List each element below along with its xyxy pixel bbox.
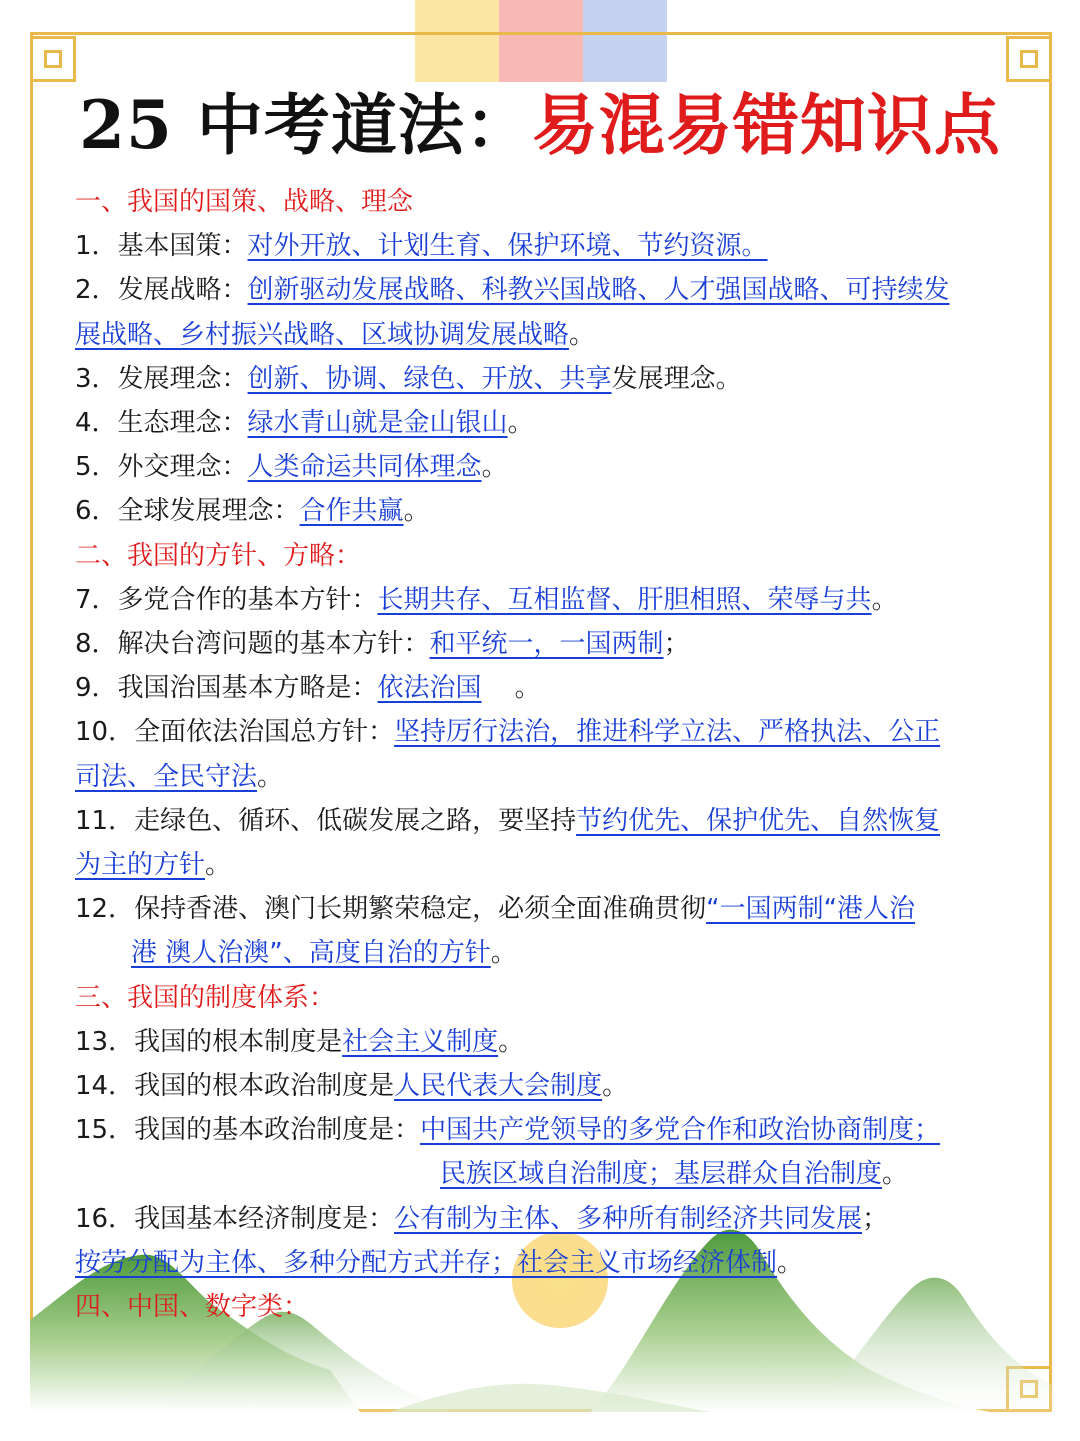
item-answer: 对外开放、计划生育、保护环境、节约资源。 (247, 231, 768, 262)
item-answer: 人类命运共同体理念 (247, 452, 482, 483)
item-answer: 节约优先、保护优先、自然恢复 (576, 805, 941, 836)
item-prefix: 16．我国基本经济制度是： (75, 1203, 395, 1234)
section-heading: 二、我国的方针、方略： (75, 540, 362, 571)
item-answer: 绿水青山就是金山银山 (247, 408, 508, 439)
item-mid: ； (862, 1203, 889, 1234)
item-answer: 和平统一，一国两制 (429, 629, 664, 660)
list-item-continuation (75, 1241, 1010, 1285)
item-prefix: 5．外交理念： (75, 452, 248, 483)
list-item (75, 578, 1010, 622)
item-answer: 港 澳人治澳”、高度自治的方针 (131, 938, 491, 969)
list-item (75, 622, 1010, 666)
item-suffix: ； (663, 629, 690, 660)
corner-ornament-top-right (1006, 36, 1052, 82)
item-suffix: 。 (569, 319, 596, 350)
list-item (75, 666, 1010, 710)
item-suffix: 。 (507, 408, 534, 439)
list-item-continuation (75, 1152, 1010, 1196)
list-item (75, 710, 1010, 754)
item-prefix: 3．发展理念： (75, 363, 248, 394)
item-suffix: 。 (882, 1159, 909, 1190)
list-item (75, 489, 1010, 533)
item-suffix: 。 (777, 1247, 804, 1278)
item-answer: “一国两制“港人治 (706, 894, 916, 925)
item-suffix: 。 (257, 761, 284, 792)
item-answer: 展战略、乡村振兴战略、区域协调发展战略 (75, 319, 570, 350)
list-item (75, 1108, 1010, 1152)
item-answer: 合作共赢 (299, 496, 404, 527)
list-item (75, 799, 1010, 843)
item-answer: 创新驱动发展战略、科教兴国战略、人才强国战略、可持续发 (247, 275, 950, 306)
section-heading: 四、中国、数字类： (75, 1292, 310, 1323)
list-item (75, 1064, 1010, 1108)
item-answer: 为主的方针 (75, 850, 206, 881)
item-suffix: 。 (514, 673, 541, 704)
item-answer: 依法治国 (377, 673, 482, 704)
list-item (75, 445, 1010, 489)
item-answer: 创新、协调、绿色、开放、共享 (247, 363, 612, 394)
item-suffix: 。 (602, 1071, 629, 1102)
item-prefix: 13．我国的根本制度是 (75, 1026, 343, 1057)
item-answer: 人民代表大会制度 (394, 1071, 603, 1102)
item-answer: 坚持厉行法治，推进科学立法、严格执法、公正 (394, 717, 941, 748)
item-suffix: 。 (205, 850, 232, 881)
item-prefix: 9．我国治国基本方略是： (75, 673, 378, 704)
list-item (75, 1020, 1010, 1064)
item-answer: 民族区域自治制度；基层群众自治制度 (440, 1159, 883, 1190)
item-prefix: 14．我国的根本政治制度是 (75, 1071, 395, 1102)
title-prefix: 25 中考道法： (79, 86, 532, 164)
item-answer: 社会主义制度 (342, 1026, 499, 1057)
item-answer: 公有制为主体、多种所有制经济共同发展 (394, 1203, 863, 1234)
item-suffix: 。 (403, 496, 430, 527)
item-suffix: 。 (490, 938, 517, 969)
list-item-continuation (75, 843, 1010, 887)
title-highlight: 易混易错知识点 (531, 86, 1001, 164)
list-item (75, 357, 1010, 401)
section-heading: 三、我国的制度体系： (75, 982, 336, 1013)
item-prefix: 1．基本国策： (75, 231, 248, 262)
item-prefix: 4．生态理念： (75, 408, 248, 439)
list-item-continuation (75, 931, 1010, 975)
item-suffix: 发展理念。 (611, 363, 742, 394)
item-prefix: 15．我国的基本政治制度是： (75, 1115, 421, 1146)
corner-ornament-top-left (30, 36, 76, 82)
item-suffix: 。 (871, 584, 898, 615)
list-item (75, 887, 1010, 931)
item-prefix: 11．走绿色、循环、低碳发展之路，要坚持 (75, 805, 577, 836)
section-heading: 一、我国的国策、战略、理念 (75, 187, 414, 217)
list-item (75, 401, 1010, 445)
item-suffix: 。 (498, 1026, 525, 1057)
item-answer: 中国共产党领导的多党合作和政治协商制度； (420, 1115, 941, 1146)
page-title (0, 82, 1080, 168)
item-answer: 司法、全民守法 (75, 761, 258, 792)
item-prefix: 7．多党合作的基本方针： (75, 584, 378, 615)
item-prefix: 8．解决台湾问题的基本方针： (75, 629, 430, 660)
list-item (75, 1197, 1010, 1241)
item-answer: 长期共存、互相监督、肝胆相照、荣辱与共 (377, 584, 872, 615)
list-item-continuation (75, 313, 1010, 357)
item-prefix: 12．保持香港、澳门长期繁荣稳定，必须全面准确贯彻 (75, 894, 707, 925)
item-suffix: 。 (481, 452, 508, 483)
item-prefix: 10．全面依法治国总方针： (75, 717, 395, 748)
item-prefix: 2．发展战略： (75, 275, 248, 306)
list-item-continuation (75, 755, 1010, 799)
knowledge-list (75, 180, 1010, 1329)
item-prefix: 6．全球发展理念： (75, 496, 300, 527)
list-item (75, 268, 1010, 312)
item-answer: 按劳分配为主体、多种分配方式并存；社会主义市场经济体制 (75, 1247, 778, 1278)
list-item (75, 224, 1010, 268)
